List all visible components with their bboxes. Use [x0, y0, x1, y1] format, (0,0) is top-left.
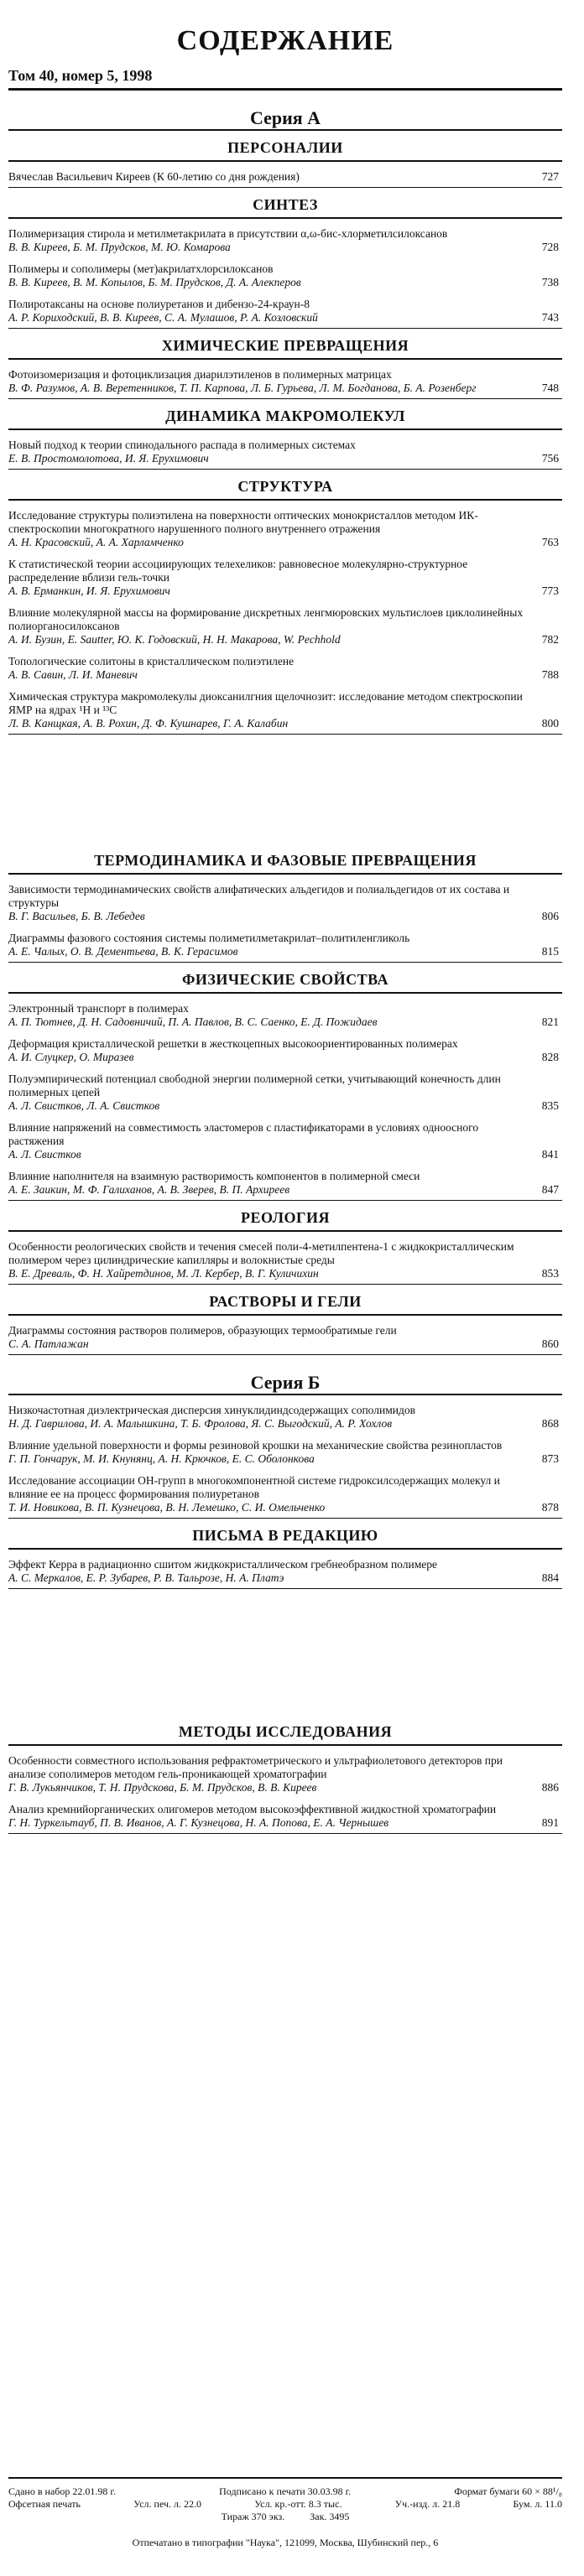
toc-entry[interactable]: [8, 606, 562, 647]
entry-page: 806: [541, 910, 559, 922]
section-title: ХИМИЧЕСКИЕ ПРЕВРАЩЕНИЯ: [161, 337, 409, 354]
entry-authors: В. В. Киреев, Б. М. Прудсков, М. Ю. Комарова: [8, 241, 231, 253]
entry-title: Полуэмпирический потенциал свободной энергии полимерной сетки, учитывающий конечность длин полимерных цепей: [8, 1072, 501, 1098]
imprint-uch-izd: Уч.-изд. л. 21.8: [394, 2498, 461, 2510]
entry-page: 788: [541, 668, 559, 681]
entry-page: 868: [541, 1417, 559, 1430]
toc-entry[interactable]: [8, 1754, 562, 1794]
entry-title: Полиротаксаны на основе полиуретанов и дибензо-24-краун-8: [8, 298, 310, 310]
entry-page: 738: [541, 276, 559, 288]
toc-entry[interactable]: [8, 439, 562, 465]
toc-entry[interactable]: [8, 1474, 562, 1514]
entry-title: Анализ кремнийорганических олигомеров методом высокоэффективной жидкостной хроматографии: [8, 1803, 497, 1815]
section-end-rule: [8, 398, 562, 399]
entry-page: 847: [541, 1183, 559, 1196]
entry-authors: А. П. Тютнев, Д. Н. Садовничий, П. А. Павлов, В. С. Саенко, Е. Д. Пожидаев: [8, 1015, 378, 1028]
entry-title: Особенности реологических свойств и течения смесей поли-4-метилпентена-1 с жидкокристаллическим полимером через цилиндрические капилляры и волокнистые среды: [8, 1240, 514, 1266]
entry-authors: Г. П. Гончарук, М. И. Кнунянц, А. Н. Крючков, Е. С. Оболонкова: [8, 1452, 315, 1465]
entry-authors: В. В. Киреев, В. М. Копылов, Б. М. Прудсков, Д. А. Алекперов: [8, 276, 301, 288]
entry-title: Влияние напряжений на совместимость эластомеров с пластификаторами в условиях одноосного растяжения: [8, 1121, 479, 1147]
series-a-heading: Серия А: [249, 107, 321, 128]
imprint-sdano: Сдано в набор 22.01.98 г.: [8, 2485, 116, 2497]
section-reologiya: [8, 1209, 562, 1285]
section-rule: [8, 1548, 562, 1550]
entry-page: 860: [541, 1337, 559, 1350]
section-rule: [8, 499, 562, 501]
toc-entry[interactable]: [8, 1404, 562, 1431]
section-rule: [8, 1314, 562, 1316]
toc-entry[interactable]: [8, 558, 562, 598]
section-title: РАСТВОРЫ И ГЕЛИ: [209, 1293, 362, 1310]
entry-page: 853: [541, 1267, 559, 1280]
toc-entry[interactable]: [8, 690, 562, 730]
section-termo: [8, 852, 562, 963]
imprint-usl-kr: Усл. кр.-отт. 8.3 тыс.: [254, 2498, 342, 2510]
entry-authors: А. Л. Свистков: [8, 1148, 81, 1161]
imprint: [8, 2485, 562, 2549]
entry-authors: А. Р. Кориходский, В. В. Киреев, С. А. Мулашов, Р. А. Козловский: [8, 311, 318, 324]
entry-authors: В. Г. Васильев, Б. В. Лебедев: [8, 910, 145, 922]
entry-page: 821: [541, 1015, 559, 1028]
section-fiz: [8, 971, 562, 1201]
entry-authors: Г. Н. Туркельтауб, П. В. Иванов, А. Г. Кузнецова, Н. А. Попова, Е. А. Чернышев: [8, 1816, 389, 1829]
imprint-bum: Бум. л. 11.0: [513, 2498, 562, 2510]
section-title: ТЕРМОДИНАМИКА И ФАЗОВЫЕ ПРЕВРАЩЕНИЯ: [94, 852, 477, 869]
contents-page: [8, 0, 562, 1834]
imprint-typography: Отпечатано в типографии "Наука", 121099, Москва, Шубинский пер., 6: [132, 2537, 439, 2548]
toc-entry[interactable]: [8, 932, 562, 958]
entry-title: Диаграммы состояния растворов полимеров, образующих термообратимые гели: [8, 1324, 397, 1337]
entry-page: 841: [541, 1148, 559, 1161]
entry-title: Эффект Керра в радиационно сшитом жидкокристаллическом гребнеобразном полимере: [8, 1558, 437, 1571]
entry-authors: Т. И. Новикова, В. П. Кузнецова, В. Н. Лемешко, С. И. Омельченко: [8, 1501, 326, 1514]
issue-line: Том 40, номер 5, 1998: [8, 67, 153, 84]
section-rule: [8, 992, 562, 994]
entry-authors: А. Н. Красовский, А. А. Харламченко: [8, 536, 184, 548]
spacer: [8, 1589, 562, 1715]
entry-page: 873: [541, 1452, 559, 1465]
section-rule: [8, 873, 562, 875]
series-a-rule: [8, 129, 562, 131]
entry-title: Исследование структуры полиэтилена на поверхности оптических монокристаллов методом ИК-спектроскопии многократного нарушенного полного внутреннего отражения: [8, 509, 478, 535]
toc-entry[interactable]: [8, 655, 562, 682]
entry-page: 727: [541, 170, 559, 183]
toc-entry[interactable]: [8, 1121, 562, 1161]
imprint-tirazh: Тираж 370 экз.: [221, 2511, 285, 2522]
entry-title: Деформация кристаллической решетки в жесткоцепных высокоориентированных полимерах: [8, 1037, 458, 1050]
entry-authors: В. Ф. Разумов, А. В. Веретенников, Т. П. Карпова, Л. Б. Гурьева, Л. М. Богданова, Б. А. Розенберг: [8, 382, 477, 394]
entry-title: Химическая структура макромолекулы диоксанилгния щелочнозит: исследование методом спектроскопии ЯМР на ядрах ¹H и ¹³C: [8, 690, 523, 716]
section-title: СИНТЕЗ: [253, 196, 318, 213]
section-title: РЕОЛОГИЯ: [241, 1209, 330, 1226]
section-rastvory: [8, 1293, 562, 1355]
toc-entry[interactable]: [8, 1002, 562, 1029]
entry-title: Вячеслав Васильевич Киреев (К 60-летию со дня рождения): [8, 170, 300, 183]
section-title: ПИСЬМА В РЕДАКЦИЮ: [192, 1527, 378, 1544]
page-title: СОДЕРЖАНИЕ: [176, 25, 394, 56]
entry-title: Электронный транспорт в полимерах: [8, 1002, 189, 1015]
section-end-rule: [8, 1284, 562, 1285]
entry-authors: Г. В. Лукьянчиков, Т. Н. Прудскова, Б. М. Прудсков, В. В. Киреев: [8, 1781, 317, 1794]
toc-entry[interactable]: [8, 1170, 562, 1197]
imprint-podpisano: Подписано к печати 30.03.98 г.: [219, 2485, 352, 2497]
imprint-ofset: Офсетная печать: [8, 2498, 81, 2510]
section-end-rule: [8, 1354, 562, 1355]
entry-authors: А. В. Савин, Л. И. Маневич: [8, 668, 138, 681]
section-rule: [8, 160, 562, 162]
section-khim: [8, 337, 562, 399]
toc-entry[interactable]: [8, 1324, 562, 1351]
toc-entry[interactable]: [8, 170, 562, 184]
entry-title: Влияние удельной поверхности и формы резиновой крошки на механические свойства резинопластов: [8, 1439, 503, 1452]
series-b-heading: Серия Б: [250, 1372, 321, 1393]
section-end-rule: [8, 328, 562, 329]
toc-entry[interactable]: [8, 368, 562, 395]
entry-authors: А. В. Ерманкин, И. Я. Ерухимович: [8, 584, 170, 597]
entry-page: 891: [541, 1816, 559, 1829]
section-title: ФИЗИЧЕСКИЕ СВОЙСТВА: [181, 971, 389, 988]
entry-page: 878: [541, 1501, 559, 1514]
imprint-zak: Зак. 3495: [310, 2511, 350, 2522]
entry-authors: А. И. Слуцкер, О. Миразев: [8, 1051, 134, 1063]
toc-entry[interactable]: [8, 227, 562, 254]
entry-page: 828: [541, 1051, 559, 1063]
entry-title: Диаграммы фазового состояния системы полиметилметакрилат–политиленгликоль: [8, 932, 410, 944]
section-rule: [8, 358, 562, 360]
section-title: ДИНАМИКА МАКРОМОЛЕКУЛ: [165, 408, 405, 424]
entry-title: К статистической теории ассоциирующих телехеликов: равновесное молекулярно-структурное распределение вблизи гель-точки: [8, 558, 468, 584]
section-end-rule: [8, 469, 562, 470]
entry-authors: А. Е. Заикин, М. Ф. Галиханов, А. В. Зверев, В. П. Архиреев: [8, 1183, 290, 1196]
entry-authors: Л. В. Канщкая, А. В. Рохин, Д. Ф. Кушнарев, Г. А. Калабин: [8, 717, 289, 730]
entry-page: 782: [541, 633, 559, 646]
entry-page: 756: [541, 452, 559, 465]
entry-authors: В. Е. Древаль, Ф. Н. Хайретдинов, М. Л. Кербер, В. Г. Куличихин: [8, 1267, 319, 1280]
toc-entry[interactable]: [8, 1803, 562, 1830]
section-seriya-b: [8, 1404, 562, 1519]
entry-title: Особенности совместного использования рефрактометрического и ультрафиолетового детекторов при анализе сополимеров методом гель-проникающей хроматографии: [8, 1754, 503, 1780]
section-struktura: [8, 478, 562, 735]
toc-entry[interactable]: [8, 262, 562, 289]
section-end-rule: [8, 1200, 562, 1201]
entry-title: Влияние наполнителя на взаимную растворимость компонентов в полимерной смеси: [8, 1170, 420, 1182]
section-sintez: [8, 196, 562, 329]
section-pisma: [8, 1527, 562, 1589]
section-metody: [8, 1723, 562, 1834]
entry-page: 800: [541, 717, 559, 730]
section-title: СТРУКТУРА: [237, 478, 333, 495]
entry-page: 748: [541, 382, 559, 394]
section-end-rule: [8, 1518, 562, 1519]
entry-page: 886: [541, 1781, 559, 1794]
toc-entry[interactable]: [8, 1439, 562, 1466]
entry-page: 815: [541, 945, 559, 958]
entry-page: 884: [541, 1571, 559, 1584]
entry-title: Влияние молекулярной массы на формирование дискретных ленгмюровских мультислоев циклолинейных полиорганосилоксанов: [8, 606, 524, 632]
toc-entry[interactable]: [8, 1037, 562, 1064]
entry-page: 835: [541, 1099, 559, 1112]
toc-entry[interactable]: [8, 298, 562, 325]
series-b-rule: [8, 1394, 562, 1395]
entry-authors: А. С. Меркалов, Е. Р. Зубарев, Р. В. Тальрозе, Н. А. Платэ: [8, 1571, 284, 1584]
section-end-rule: [8, 187, 562, 188]
header-rule: [8, 88, 562, 91]
entry-page: 728: [541, 241, 559, 253]
toc-entry[interactable]: [8, 883, 562, 923]
entry-authors: Н. Д. Гаврилова, И. А. Малышкина, Т. Б. Фролова, Я. С. Выгодский, А. Р. Хохлов: [8, 1417, 393, 1430]
entry-title: Новый подход к теории спинодального распада в полимерных системах: [8, 439, 356, 451]
imprint-usl-pech: Усл. печ. л. 22.0: [133, 2498, 201, 2510]
entry-authors: А. И. Бузин, Е. Sautter, Ю. К. Годовский, Н. Н. Макарова, W. Pechhold: [8, 633, 341, 646]
imprint-format: Формат бумаги 60 × 88¹/₈: [454, 2485, 562, 2497]
entry-title: Зависимости термодинамических свойств алифатических альдегидов и полиальдегидов от их состава и структуры: [8, 883, 510, 909]
section-title: ПЕРСОНАЛИИ: [227, 139, 343, 156]
entry-title: Фотоизомеризация и фотоциклизация диарилэтиленов в полимерных матрицах: [8, 368, 392, 381]
entry-page: 763: [541, 536, 559, 548]
section-rule: [8, 428, 562, 430]
toc-entry[interactable]: [8, 1072, 562, 1113]
entry-page: 773: [541, 584, 559, 597]
section-title: МЕТОДЫ ИССЛЕДОВАНИЯ: [178, 1723, 393, 1740]
entry-authors: А. Е. Чалых, О. В. Дементьева, В. К. Герасимов: [8, 945, 238, 958]
imprint-rule: [8, 2477, 562, 2479]
entry-title: Топологические солитоны в кристаллическом полиэтилене: [8, 655, 295, 667]
entry-title: Полимеризация стирола и метилметакрилата в присутствии α,ω-бис-хлорметилсилоксанов: [8, 227, 448, 240]
section-rule: [8, 217, 562, 219]
section-end-rule: [8, 962, 562, 963]
section-dinamika: [8, 408, 562, 470]
section-rule: [8, 1230, 562, 1232]
entry-authors: А. Л. Свистков, Л. А. Свистков: [8, 1099, 160, 1112]
toc-entry[interactable]: [8, 509, 562, 549]
spacer: [8, 735, 562, 844]
entry-page: 743: [541, 311, 559, 324]
toc-entry[interactable]: [8, 1240, 562, 1280]
entry-authors: Е. В. Простомолотова, И. Я. Ерухимович: [8, 452, 209, 465]
entry-title: Исследование ассоциации ОН-групп в многокомпонентной системе гидроксилсодержащих молекул и влияние ее на процесс формирования полиуретанов: [8, 1474, 500, 1500]
toc-entry[interactable]: [8, 1558, 562, 1585]
entry-title: Низкочастотная диэлектрическая дисперсия хинуклидиндсодержащих сополимидов: [8, 1404, 415, 1416]
section-rule: [8, 1744, 562, 1746]
entry-authors: С. А. Патлажан: [8, 1337, 89, 1350]
section-personalii: [8, 139, 562, 188]
entry-title: Полимеры и сополимеры (мет)акрилатхлорсилоксанов: [8, 262, 274, 275]
section-end-rule: [8, 1833, 562, 1834]
